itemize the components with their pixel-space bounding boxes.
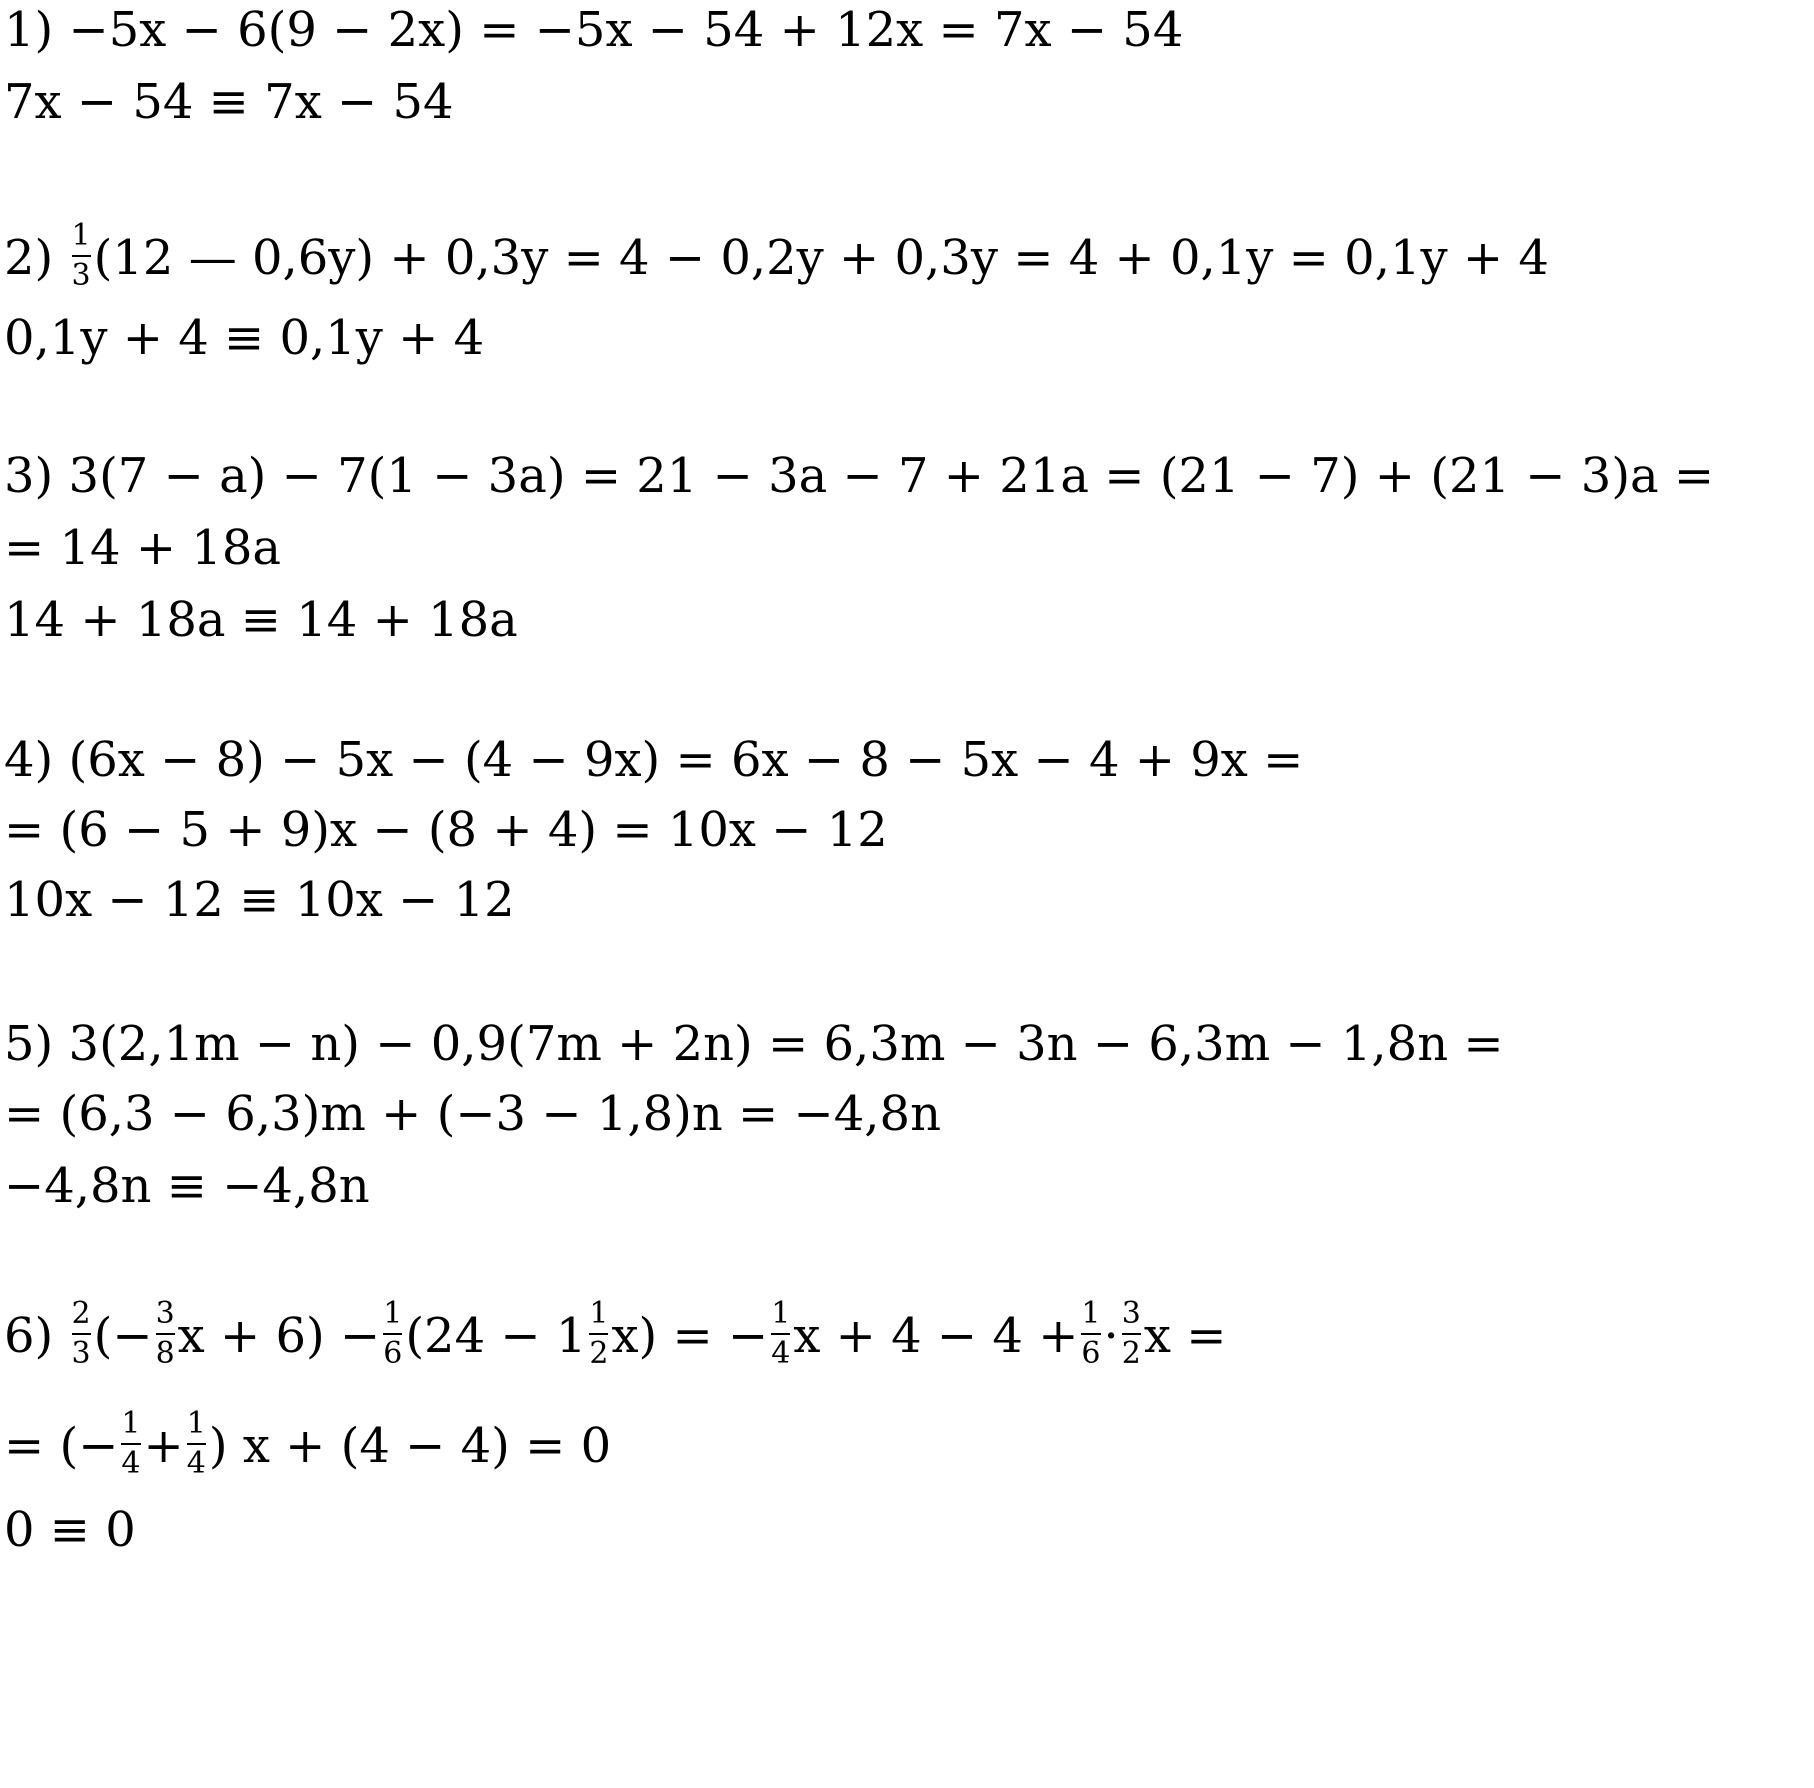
- expression-text: +: [143, 1418, 184, 1474]
- problem-4-line-1: 4) (6x − 8) − 5x − (4 − 9x) = 6x − 8 − 5x − 4 + 9x =: [4, 732, 1304, 788]
- problem-3-line-1: 3) 3(7 − a) − 7(1 − 3a) = 21 − 3a − 7 + 21a = (21 − 7) + (21 − 3)a =: [4, 448, 1715, 504]
- problem-label: 6): [4, 1308, 69, 1364]
- multiplication-dot: ·: [1103, 1308, 1119, 1364]
- problem-5-line-1: 5) 3(2,1m − n) − 0,9(7m + 2n) = 6,3m − 3n − 6,3m − 1,8n =: [4, 1016, 1504, 1072]
- fraction: $\frac{1}{6}$: [1081, 1296, 1101, 1371]
- fraction: $\frac{1}{6}$: [383, 1296, 403, 1371]
- problem-4-line-2: = (6 − 5 + 9)x − (8 + 4) = 10x − 12: [4, 802, 888, 858]
- problem-3-line-3: 14 + 18a ≡ 14 + 18a: [4, 592, 518, 648]
- expression-text: (24 − 1: [405, 1308, 587, 1364]
- fraction: $\frac{3}{2}$: [1121, 1296, 1141, 1371]
- fraction: $\frac{1}{2}$: [589, 1296, 609, 1371]
- problem-3-line-2: = 14 + 18a: [4, 520, 281, 576]
- expression-text: x + 6) −: [177, 1308, 381, 1364]
- fraction: $\frac{1}{4}$: [771, 1296, 791, 1371]
- problem-2-line-1: [4, 218, 1549, 297]
- problem-5-line-3: −4,8n ≡ −4,8n: [4, 1158, 370, 1214]
- problem-6-line-2: [4, 1406, 612, 1485]
- expression-text: = (−: [4, 1418, 119, 1474]
- expression-text: (12 — 0,6y) + 0,3y = 4 − 0,2y + 0,3y = 4 + 0,1y = 0,1y + 4: [93, 230, 1549, 286]
- problem-6-line-1: [4, 1296, 1227, 1375]
- problem-1-line-2: 7x − 54 ≡ 7x − 54: [4, 74, 454, 130]
- problem-1-line-1: 1) −5x − 6(9 − 2x) = −5x − 54 + 12x = 7x − 54: [4, 2, 1184, 58]
- problem-4-line-3: 10x − 12 ≡ 10x − 12: [4, 872, 515, 928]
- expression-text: x) = −: [611, 1308, 769, 1364]
- problem-5-line-2: = (6,3 − 6,3)m + (−3 − 1,8)n = −4,8n: [4, 1086, 941, 1142]
- fraction: $\frac{1}{4}$: [121, 1406, 141, 1481]
- problem-2-line-2: 0,1y + 4 ≡ 0,1y + 4: [4, 310, 485, 366]
- expression-text: x + 4 − 4 +: [793, 1308, 1079, 1364]
- fraction: $\frac{3}{8}$: [155, 1296, 175, 1371]
- fraction: $\frac{1}{3}$: [71, 218, 91, 293]
- expression-text: (−: [93, 1308, 153, 1364]
- problem-6-line-3: 0 ≡ 0: [4, 1502, 136, 1558]
- fraction: $\frac{2}{3}$: [71, 1296, 91, 1371]
- fraction: $\frac{1}{4}$: [186, 1406, 206, 1481]
- problem-label: 2): [4, 230, 69, 286]
- expression-text: x =: [1143, 1308, 1227, 1364]
- expression-text: ) x + (4 − 4) = 0: [208, 1418, 612, 1474]
